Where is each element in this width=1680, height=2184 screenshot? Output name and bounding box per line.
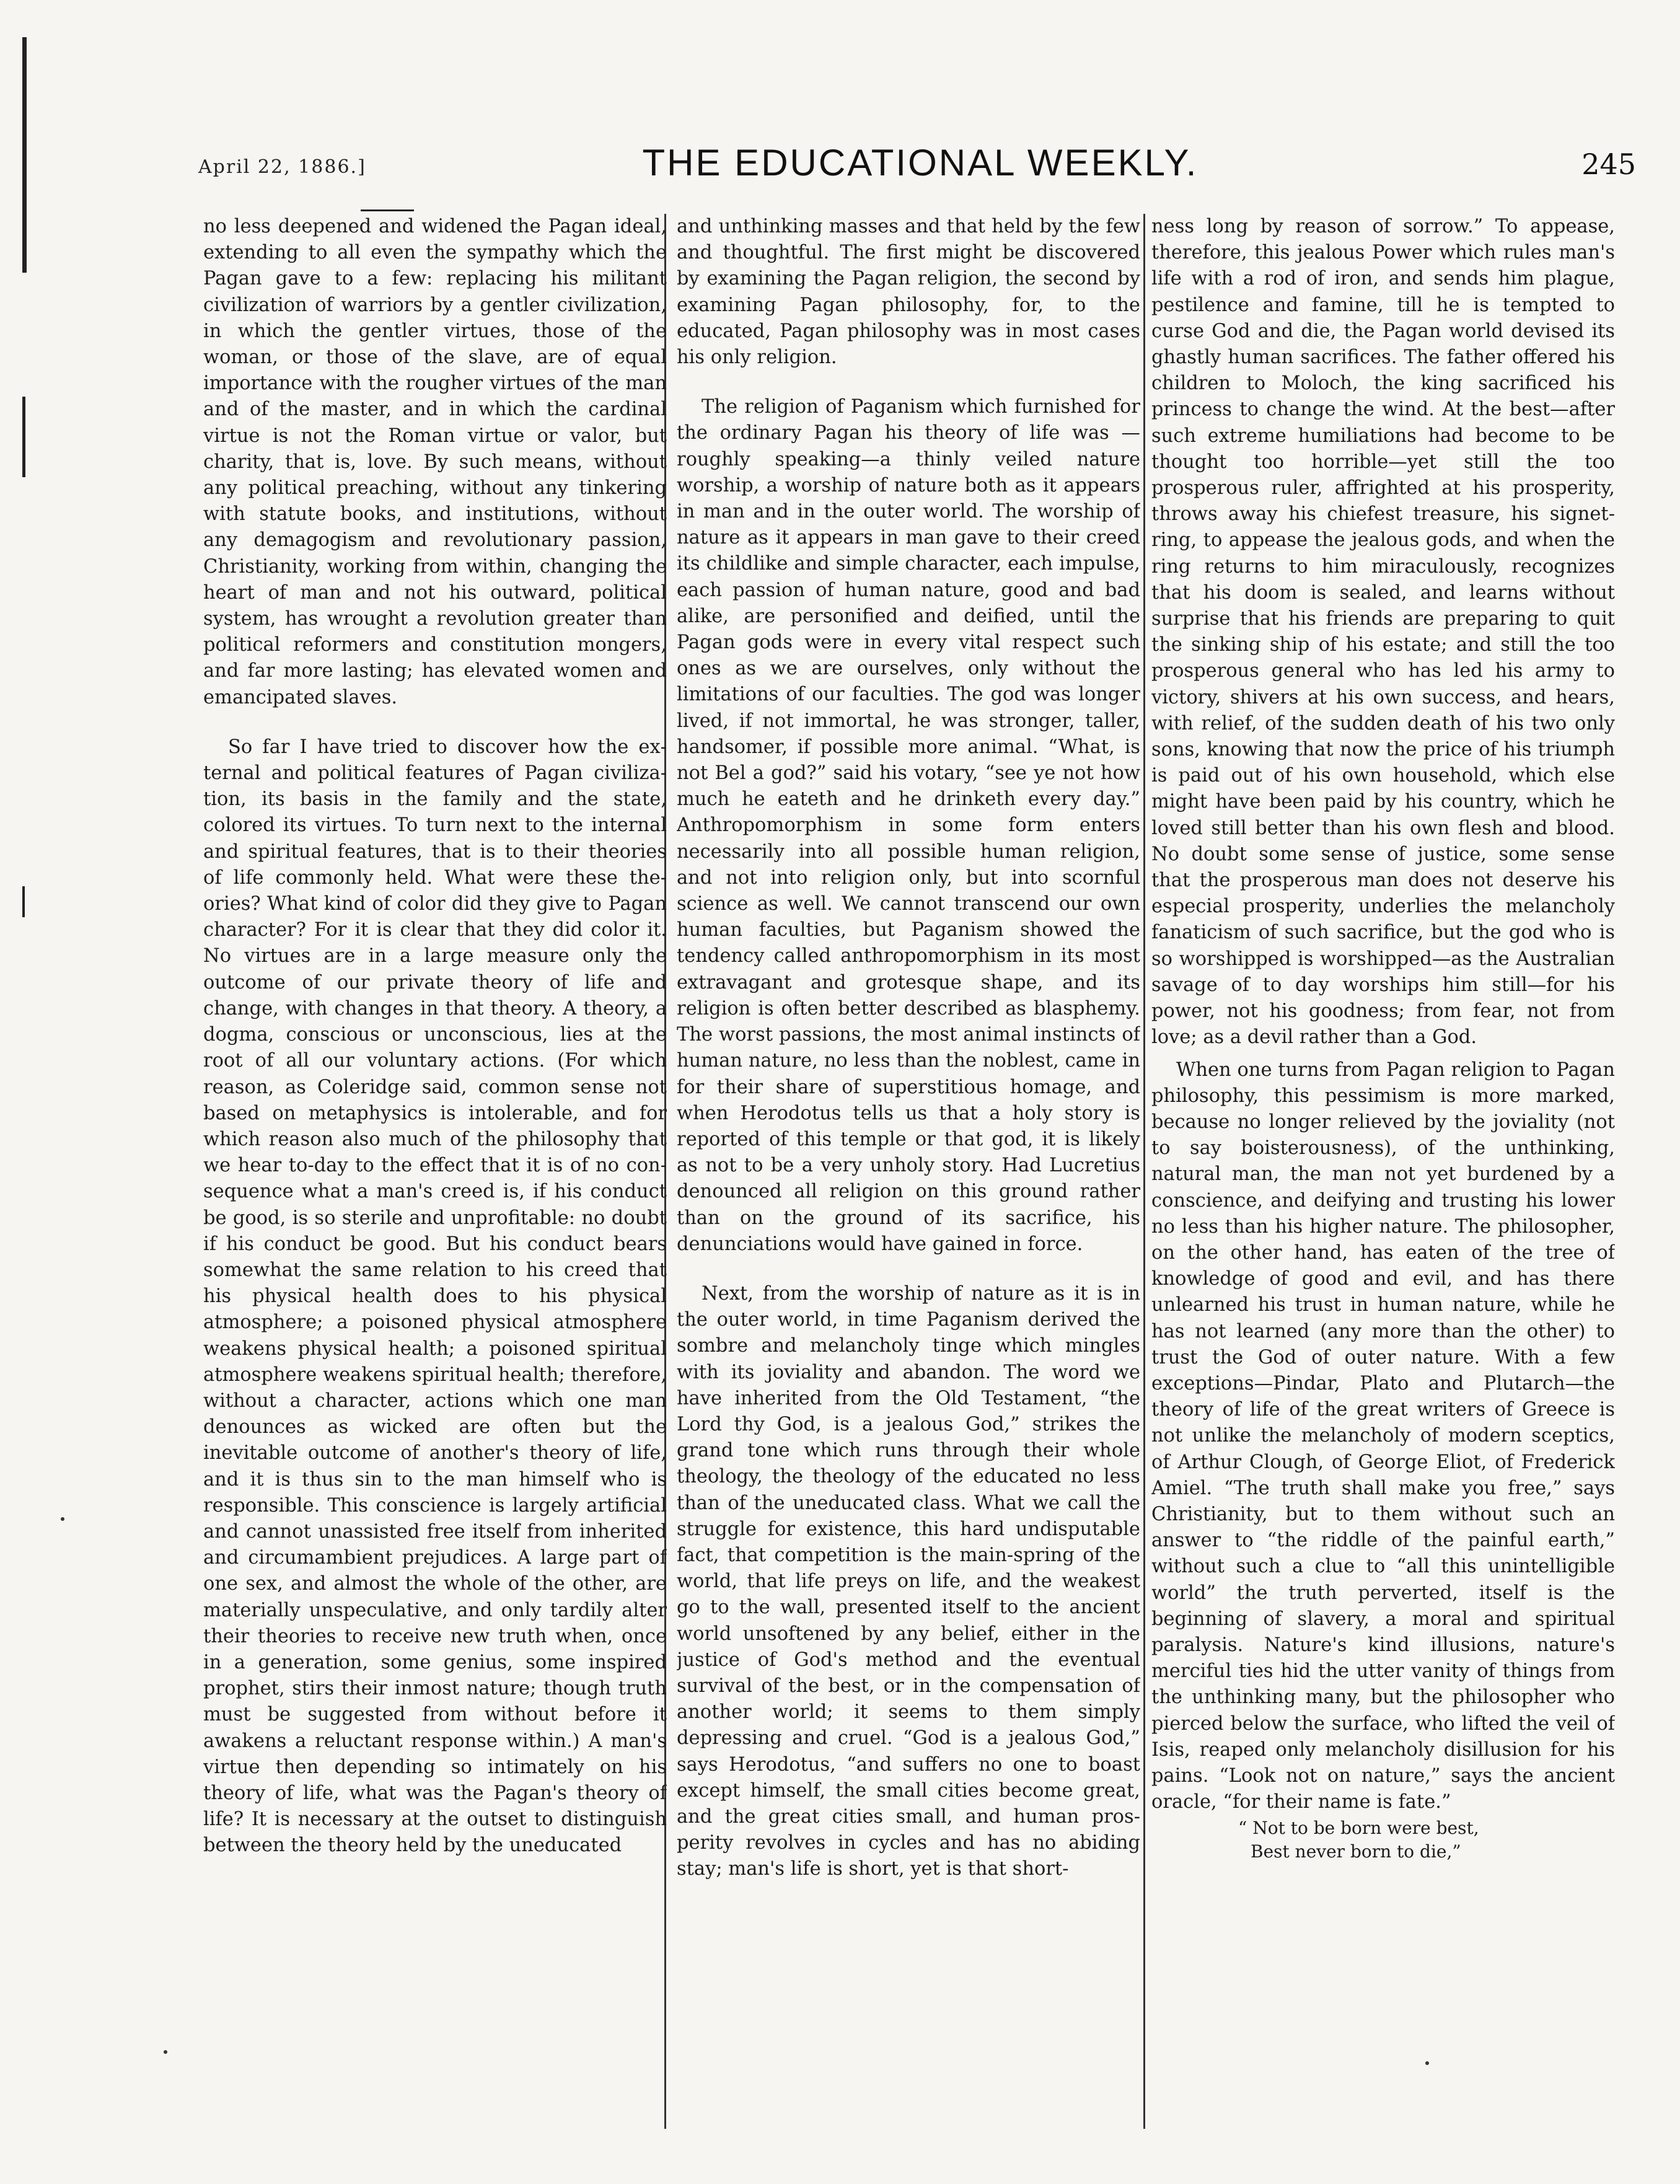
column-middle <box>677 214 1140 2135</box>
column-left <box>203 214 667 2135</box>
paragraph: and unthinking masses and that held by the few and thoughtful. The first might be discovered by examining the Pagan religion, the second by examining Pagan philosophy, for, to the educated, Pagan philosophy was in most cases his only religion. <box>677 216 1140 369</box>
header-rule <box>361 209 414 211</box>
scan-speck <box>61 1517 64 1521</box>
column-right <box>1151 214 1615 2135</box>
verse-line: Best never born to die,” <box>1251 1841 1461 1862</box>
paragraph: Next, from the worship of nature as it is in the outer world, in time Paganism derived the sombre and melancholy tinge which mingles with its joviality and abandon. The word we have inherited from the Old Testament, “the Lord thy God, is a jealous God,” strikes the grand tone which runs through their whole theology, the theology of the educated no less than of the uneducated class. What we call the struggle for existence, this hard undisputable fact, that competition is the main-spring of the world, that life preys on life, and the weakest go to the wall, presented itself to the ancient world unsoftened by any belief, either in the justice of God's method and the eventual survival of the best, or in the compensation of another world; it seems to them simply depressing and cruel. “God is a jealous God,” says Herodotus, “and suffers no one to boast except himself, the small cities become great, and the great cities small, and human prosperity revolves in cycles and has no abiding stay; man's life is short, yet is that short- <box>677 1282 1140 1880</box>
paragraph: ness long by reason of sorrow.” To appease, therefore, this jealous Power which rules man's life with a rod of iron, and sends him plague, pestilence and famine, till he is tempted to curse God and die, the Pagan world devised its ghastly human sacrifices. The father offered his children to Moloch, the king sacrificed his princess to change the wind. At the best—after such extreme humiliations had become to be thought too horrible—yet still the too prosperous ruler, affrighted at his prosperity, throws away his chiefest treasure, his signet-ring, to appease the jealous gods, and when the ring returns to him miraculously, recognizes that his doom is sealed, and learns without surprise that his friends are preparing to quit the sinking ship of his estate; and still the too prosperous general who has led his army to victory, shivers at his own success, and hears, with relief, of the sudden death of his two only sons, knowing that now the price of his triumph is paid out of his own household, which else might have been paid by his country, which he loved still better than his own flesh and blood. No doubt some sense of justice, some sense that the prosperous man does not deserve his especial prosperity, underlies the melancholy fanaticism of such sacrifice, but the god who is so worshipped is worshipped—as the Australian savage of to day worships him still—for his power, not his goodness; from fear, not from love; as a devil rather than a God. <box>1151 216 1615 1049</box>
issue-date: April 22, 1886.] <box>198 156 366 178</box>
scan-edge-mark <box>22 886 25 917</box>
verse-quotation <box>1151 1816 1615 1864</box>
paragraph: no less deepened and widened the Pagan ideal, extending to all even the sympathy which the Pagan gave to a few: replacing his militant civilization of warriors by a gentler civilization, in which the gentler virtues, those of the woman, or those of the slave, are of equal importance with the rougher virtues of the man and of the master, and in which the cardinal virtue is not the Roman virtue or valor, but charity, that is, love. By such means, without any political preaching, without any tinkering with statute books, and institutions, without any demagogism and revolutionary passion, Christianity, working from within, changing the heart of man and not his outward, political system, has wrought a revolution greater than political reformers and constitution mongers, and far more lasting; has elevated women and emancipated slaves. <box>203 216 667 708</box>
column-divider <box>1143 214 1145 2129</box>
scan-edge-mark <box>22 397 25 477</box>
page-number: 245 <box>1581 148 1636 181</box>
verse-line: “ Not to be born were best, <box>1238 1818 1479 1839</box>
paragraph: The religion of Paganism which furnished for the ordinary Pagan his theory of life was —roughly speaking—a thinly veiled nature worship, a worship of nature both as it appears in man and in the outer world. The worship of nature as it appears in man gave to their creed its childlike and simple character, each impulse, each passion of human nature, good and bad alike, are personified and deified, until the Pagan gods were in every vital respect such ones as we are ourselves, only without the limitations of our faculties. The god was longer lived, if not immortal, he was stronger, taller, handsomer, if possible more animal. “What, is not Bel a god?” said his votary, “see ye not how much he eateth and he drinketh every day.” Anthropomorphism in some form enters necessarily into all possible human religion, and not into religion only, but into scornful science as well. We cannot transcend our own human faculties, but Paganism showed the tendency called anthropomorphism in its most extravagant and grotesque shape, and its religion is often better described as blasphemy. The worst passions, the most animal instincts of human nature, no less than the noblest, came in for their share of superstitious homage, and when Herodotus tells us that a holy story is reported of this temple or that god, it is likely as not to be a very unholy story. Had Lucretius denounced all religion on this ground rather than on the ground of its sacrifice, his denunciations would have gained in force. <box>677 396 1140 1255</box>
page-header <box>198 141 1642 191</box>
paragraph: So far I have tried to discover how the external and political features of Pagan civilization, its basis in the family and the state, colored its virtues. To turn next to the internal and spiritual features, that is to their theories of life commonly held. What were these theories? What kind of color did they give to Pagan character? For it is clear that they did color it. No virtues are in a large measure only the outcome of our private theory of life and change, with changes in that theory. A theory, a dogma, conscious or unconscious, lies at the root of all our voluntary actions. (For which reason, as Coleridge said, common sense not based on metaphysics is intolerable, and for which reason also much of the philosophy that we hear to-day to the effect that it is of no consequence what a man's creed is, if his conduct be good, is so sterile and unprofitable: no doubt if his conduct be good. But his conduct bears somewhat the same relation to his creed that his physical health does to his physical atmosphere; a poisoned physical atmosphere weakens physical health; a poisoned spiritual atmosphere weakens spiritual health; therefore, without a character, actions which one man denounces as wicked are often but the inevitable outcome of another's theory of life, and it is thus sin to the man himself who is responsible. This conscience is largely artificial and cannot unassisted free itself from inherited and circumambient prejudices. A large part of one sex, and almost the whole of the other, are materially unspeculative, and only tardily alter their theories to receive new truth when, once in a generation, some genius, some inspired prophet, stirs their inmost nature; though truth must be suggested from without before it awakens a reluctant response within.) A man's virtue then depending so intimately on his theory of life, what was the Pagan's theory of life? It is necessary at the outset to distinguish between the theory held by the uneducated <box>203 736 667 1857</box>
scan-speck <box>164 2050 167 2054</box>
publication-title: THE EDUCATIONAL WEEKLY. <box>642 142 1198 183</box>
scan-edge-mark <box>22 37 27 273</box>
paragraph: When one turns from Pagan religion to Pagan philosophy, this pessimism is more marked, because no longer relieved by the joviality (not to say boisterousness), of the unthinking, natural man, the man not yet burdened by a conscience, and deifying and trusting his lower no less than his higher nature. The philosopher, on the other hand, has eaten of the tree of knowledge of good and evil, and has there unlearned his trust in human nature, while he has not learned (any more than the other) to trust the God of outer nature. With a few exceptions—Pindar, Plato and Plutarch—the theory of life of the great writers of Greece is not unlike the melancholy of modern sceptics, of Arthur Clough, of George Eliot, of Frederick Amiel. “The truth shall make you free,” says Christianity, but to them without such an answer to “the riddle of the painful earth,” without such a clue to “all this unintelligible world” the truth perverted, itself is the beginning of slavery, a moral and spiritual paralysis. Nature's kind illusions, nature's merciful ties hid the utter vanity of things from the unthinking many, but the philosopher who pierced below the surface, who lifted the veil of Isis, reaped only melancholy disillusion for his pains. “Look not on nature,” says the ancient oracle, “for their name is fate.” <box>1151 1059 1615 1813</box>
